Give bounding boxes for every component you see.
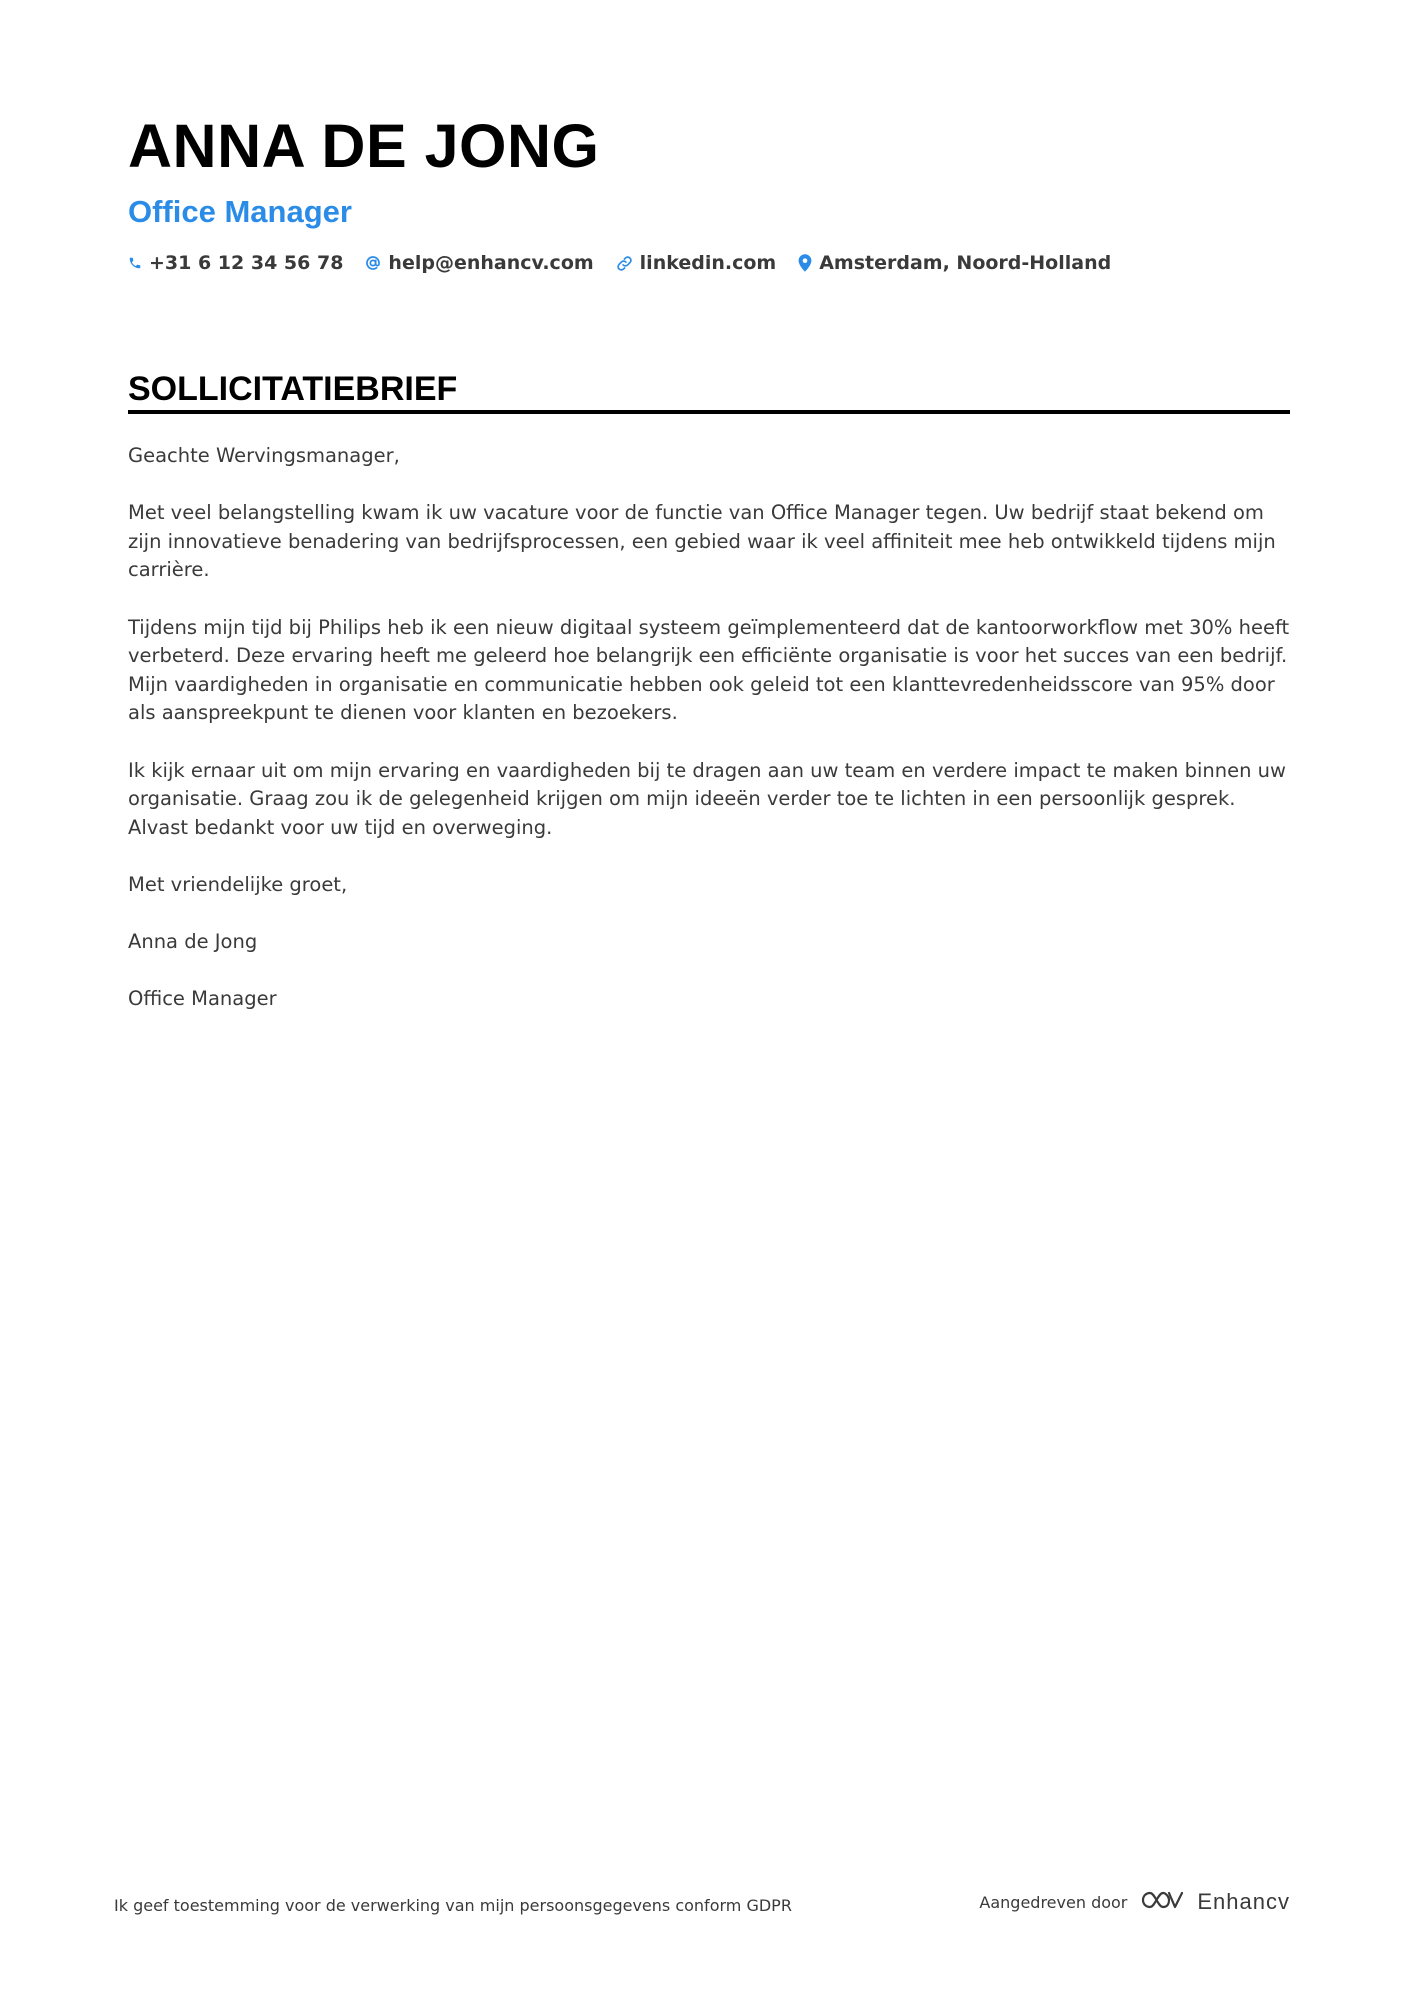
candidate-job-title: Office Manager <box>128 194 352 229</box>
section-divider <box>128 410 1290 414</box>
letter-paragraph: Ik kijk ernaar uit om mijn ervaring en vaardigheden bij te dragen aan uw team en verdere impact te maken binnen uw organisatie. Graag zou ik de gelegenheid krijgen om mijn ideeën verder toe te lichten in een persoonlijk gesprek. Alvast bedankt voor uw tijd en overweging. <box>128 758 1286 839</box>
cover-letter-page <box>128 0 1290 1995</box>
phone-icon <box>128 255 142 271</box>
section-title: SOLLICITATIEBRIEF <box>128 370 458 408</box>
contact-phone[interactable] <box>128 252 343 274</box>
letter-signature-title: Office Manager <box>128 987 277 1011</box>
contact-linkedin-text: linkedin.com <box>639 252 777 274</box>
letter-paragraph: Met veel belangstelling kwam ik uw vacature voor de functie van Office Manager tegen. Uw bedrijf staat bekend om zijn innovatieve benadering van bedrijfsprocessen, een gebied waar ik veel affiniteit mee heb ontwikkeld tijdens mijn carrière. <box>128 501 1276 582</box>
link-icon <box>616 255 633 272</box>
contact-email-text: help@enhancv.com <box>388 252 594 274</box>
contact-email[interactable] <box>365 252 593 274</box>
letter-body <box>128 442 1290 1042</box>
contact-location-text: Amsterdam, Noord-Holland <box>819 252 1112 274</box>
powered-by[interactable] <box>979 1888 1290 1916</box>
candidate-name: ANNA DE JONG <box>128 112 600 180</box>
letter-closing: Met vriendelijke groet, <box>128 872 348 896</box>
letter-paragraph: Tijdens mijn tijd bij Philips heb ik een nieuw digitaal systeem geïmplementeerd dat de kantoorworkflow met 30% heeft verbeterd. Deze ervaring heeft me geleerd hoe belangrijk een efficiënte organisatie is voor het succes van een bedrijf. Mijn vaardigheden in organisatie en communicatie hebben ook geleid tot een klanttevredenheidsscore van 95% door als aanspreekpunt te dienen voor klanten en bezoekers. <box>128 615 1290 725</box>
letter-salutation: Geachte Wervingsmanager, <box>128 444 400 467</box>
contact-location[interactable] <box>798 252 1111 274</box>
contact-phone-text: +31 6 12 34 56 78 <box>149 252 344 274</box>
powered-by-label: Aangedreven door <box>979 1892 1128 1912</box>
enhancv-logo-icon <box>1139 1888 1185 1916</box>
at-icon <box>365 255 381 271</box>
map-pin-icon <box>798 254 812 272</box>
letter-signature-name: Anna de Jong <box>128 930 258 954</box>
contact-row <box>128 252 1111 274</box>
contact-linkedin[interactable] <box>616 252 777 274</box>
gdpr-consent-text: Ik geef toestemming voor de verwerking van mijn persoonsgegevens conform GDPR <box>114 1896 792 1915</box>
brand-name: Enhancv <box>1197 1889 1290 1914</box>
